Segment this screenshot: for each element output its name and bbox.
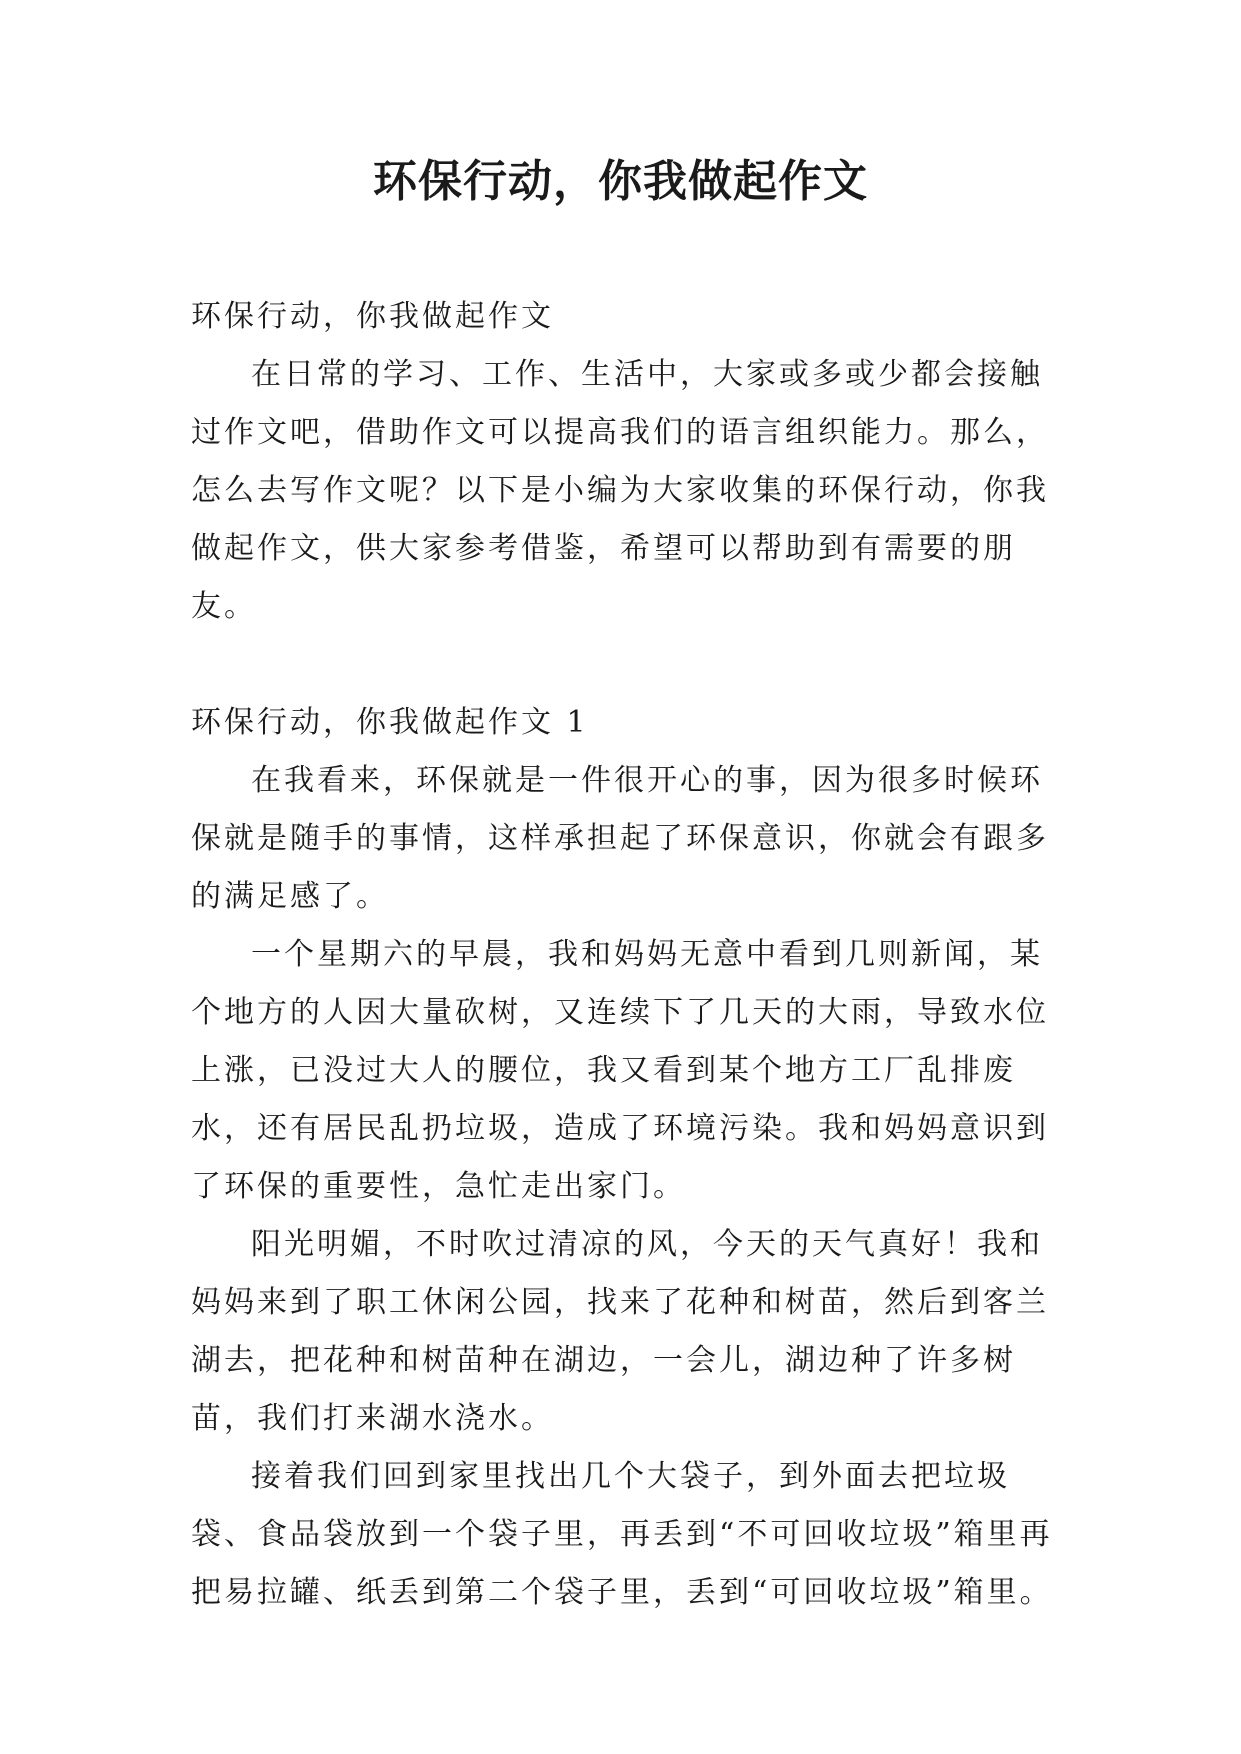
page-title: 环保行动，你我做起作文	[373, 156, 868, 207]
intro-paragraph: 在日常的学习、工作、生活中，大家或多或少都会接触过作文吧，借助作文可以提高我们的语言组织能力。那么，怎么去写作文呢？以下是小编为大家收集的环保行动，你我做起作文，供大家参考借鉴，希望可以帮助到有需要的朋友。	[191, 357, 1049, 624]
intro-heading: 环保行动，你我做起作文	[191, 299, 554, 334]
document-body	[191, 288, 1061, 1622]
body-paragraph: 一个星期六的早晨，我和妈妈无意中看到几则新闻，某个地方的人因大量砍树，又连续下了几天的大雨，导致水位上涨，已没过大人的腰位，我又看到某个地方工厂乱排废水，还有居民乱扔垃圾，造成了环境污染。我和妈妈意识到了环保的重要性，急忙走出家门。	[191, 937, 1049, 1204]
body-paragraph: 阳光明媚，不时吹过清凉的风，今天的天气真好！我和妈妈来到了职工休闲公园，找来了花种和树苗，然后到客兰湖去，把花种和树苗种在湖边，一会儿，湖边种了许多树苗，我们打来湖水浇水。	[191, 1227, 1049, 1436]
section-heading: 环保行动，你我做起作文 1	[191, 705, 589, 740]
body-paragraph: 在我看来，环保就是一件很开心的事，因为很多时候环保就是随手的事情，这样承担起了环保意识，你就会有跟多的满足感了。	[191, 763, 1049, 914]
body-paragraph: 接着我们回到家里找出几个大袋子，到外面去把垃圾袋、食品袋放到一个袋子里，再丢到“不可回收垃圾”箱里再把易拉罐、纸丢到第二个袋子里，丢到“可回收垃圾”箱里。	[191, 1459, 1053, 1610]
section-spacer	[191, 636, 1061, 694]
